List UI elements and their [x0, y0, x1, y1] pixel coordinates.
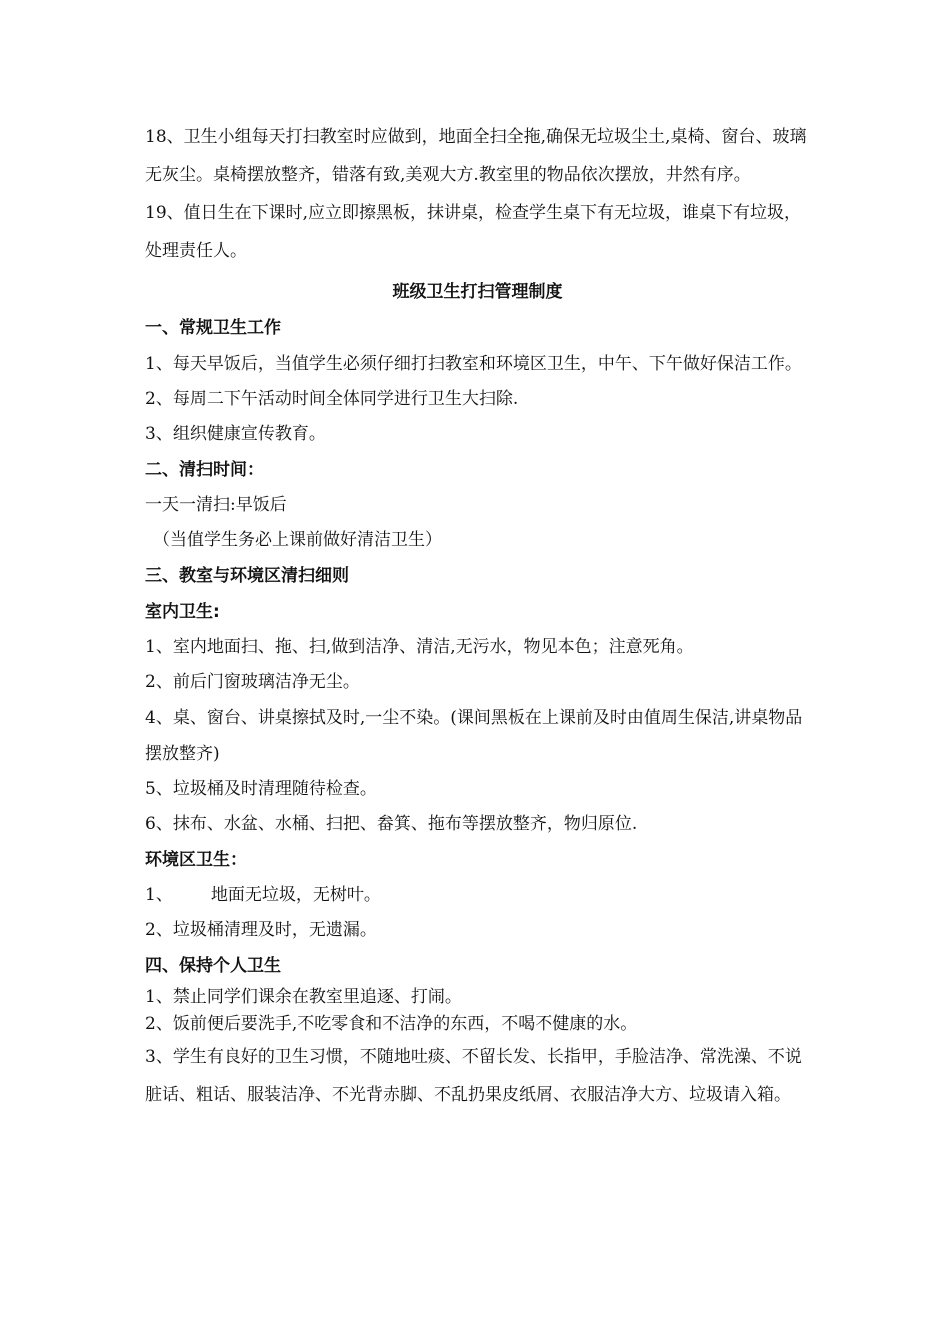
list-item: 2、每周二下午活动时间全体同学进行卫生大扫除. [145, 389, 519, 409]
rule-19: 19、值日生在下课时,应立即擦黑板，抹讲桌，检查学生桌下有无垃圾，谁桌下有垃圾，处理责任人。 [145, 203, 802, 261]
list-item: 5、垃圾桶及时清理随待检查。 [145, 779, 377, 799]
section-heading-cleaning-rules: 三、教室与环境区清扫细则 [145, 566, 349, 586]
list-item [145, 878, 810, 913]
section-heading-schedule: 二、清扫时间： [145, 460, 264, 480]
list-item: 1、室内地面扫、拖、扫,做到洁净、清洁,无污水，物见本色；注意死角。 [145, 637, 694, 657]
list-item-text: 地面无垃圾，无树叶。 [210, 885, 381, 905]
list-item: 4、桌、窗台、讲桌擦拭及时,一尘不染。(课间黑板在上课前及时由值周生保洁,讲桌物品摆放整齐) [145, 708, 803, 764]
list-item: 1、每天早饭后，当值学生必须仔细打扫教室和环境区卫生，中午、下午做好保洁工作。 [145, 354, 802, 374]
list-item: 2、垃圾桶清理及时，无遗漏。 [145, 920, 377, 940]
list-item: 1、禁止同学们课余在教室里追逐、打闹。 [145, 987, 462, 1007]
section-heading-personal-hygiene: 四、保持个人卫生 [145, 956, 281, 976]
subheading-outdoor: 环境区卫生： [145, 850, 247, 870]
list-item-number: 1、 [145, 885, 173, 905]
list-item: 2、饭前便后要洗手,不吃零食和不洁净的东西，不喝不健康的水。 [145, 1014, 638, 1034]
document-body [145, 118, 810, 1114]
list-item: 2、前后门窗玻璃洁净无尘。 [145, 672, 360, 692]
schedule-line: 一天一清扫:早饭后 [145, 495, 287, 515]
schedule-note: （当值学生务必上课前做好清洁卫生） [153, 530, 442, 550]
subheading-indoor: 室内卫生: [145, 602, 220, 622]
document-title: 班级卫生打扫管理制度 [392, 282, 563, 302]
list-item: 3、学生有良好的卫生习惯，不随地吐痰、不留长发、长指甲，手脸洁净、常洗澡、不说脏话、粗话、服装洁净、不光背赤脚、不乱扔果皮纸屑、衣服洁净大方、垃圾请入箱。 [145, 1047, 802, 1105]
section-heading-routine: 一、常规卫生工作 [145, 318, 281, 338]
rule-18: 18、卫生小组每天打扫教室时应做到，地面全扫全拖,确保无垃圾尘土,桌椅、窗台、玻璃无灰尘。桌椅摆放整齐，错落有致,美观大方.教室里的物品依次摆放，井然有序。 [145, 127, 807, 185]
list-item: 3、组织健康宣传教育。 [145, 424, 326, 444]
list-item: 6、抹布、水盆、水桶、扫把、畚箕、拖布等摆放整齐，物归原位. [145, 814, 638, 834]
